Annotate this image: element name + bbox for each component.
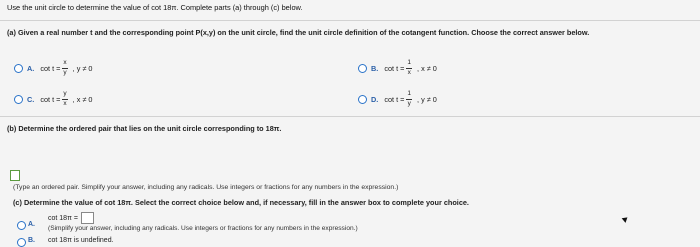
- frac-den: y: [63, 68, 67, 76]
- option-letter: B.: [371, 63, 379, 73]
- condition: , x ≠ 0: [417, 63, 437, 73]
- option-letter: A.: [28, 221, 35, 228]
- radio-a[interactable]: [14, 64, 23, 73]
- radio-c-b[interactable]: [17, 238, 26, 247]
- option-c[interactable]: [14, 91, 92, 107]
- option-b[interactable]: [358, 60, 437, 76]
- frac-num: y: [62, 91, 67, 100]
- divider: [0, 20, 700, 21]
- frac-den: x: [63, 99, 67, 107]
- cot-lhs: cot 18π =: [48, 214, 78, 222]
- option-a[interactable]: [14, 60, 92, 76]
- mouse-cursor-icon: [622, 215, 630, 223]
- condition: , y ≠ 0: [72, 63, 93, 73]
- cot-lhs: cot t =: [384, 63, 405, 73]
- part-a-prompt: (a) Given a real number t and the corresponding point P(x,y) on the unit circle, find the unit circle definition of the cotangent function. Choose the correct answer below.: [7, 28, 590, 37]
- condition: , y ≠ 0: [417, 94, 437, 104]
- radio-c[interactable]: [14, 95, 23, 104]
- answer-input-b[interactable]: [10, 170, 20, 181]
- frac-num: x: [62, 60, 67, 69]
- frac-den: y: [407, 99, 411, 107]
- frac-den: x: [407, 68, 411, 76]
- frac-num: 1: [406, 91, 412, 100]
- part-b-prompt: (b) Determine the ordered pair that lies on the unit circle corresponding to 18π.: [7, 124, 282, 133]
- frac-num: 1: [406, 60, 412, 69]
- option-c-b-label: cot 18π is undefined.: [48, 237, 114, 244]
- divider: [0, 116, 700, 117]
- cot-lhs: cot t =: [40, 94, 61, 104]
- radio-d[interactable]: [358, 95, 367, 104]
- option-c-a-expression: [48, 212, 94, 224]
- radio-b[interactable]: [358, 64, 367, 73]
- radio-c-a[interactable]: [17, 221, 26, 230]
- part-b-hint: (Type an ordered pair. Simplify your answer, including any radicals. Use integers or fractions for any numbers in the expression.): [13, 184, 399, 191]
- option-letter: D.: [371, 94, 379, 104]
- option-c-a-hint: (Simplify your answer, including any radicals. Use integers or fractions for any numbers in the expression.): [48, 225, 358, 232]
- instruction-text: Use the unit circle to determine the value of cot 18π. Complete parts (a) through (c) below.: [7, 3, 303, 12]
- answer-input-c[interactable]: [81, 212, 94, 224]
- cot-lhs: cot t =: [40, 63, 61, 73]
- condition: , x ≠ 0: [72, 94, 93, 104]
- option-letter: A.: [27, 63, 35, 73]
- cot-lhs: cot t =: [384, 94, 405, 104]
- option-d[interactable]: [358, 91, 437, 107]
- part-c-prompt: (c) Determine the value of cot 18π. Select the correct choice below and, if necessary, fill in the answer box to complete your choice.: [13, 198, 469, 207]
- option-letter: C.: [27, 94, 35, 104]
- option-letter: B.: [28, 237, 35, 244]
